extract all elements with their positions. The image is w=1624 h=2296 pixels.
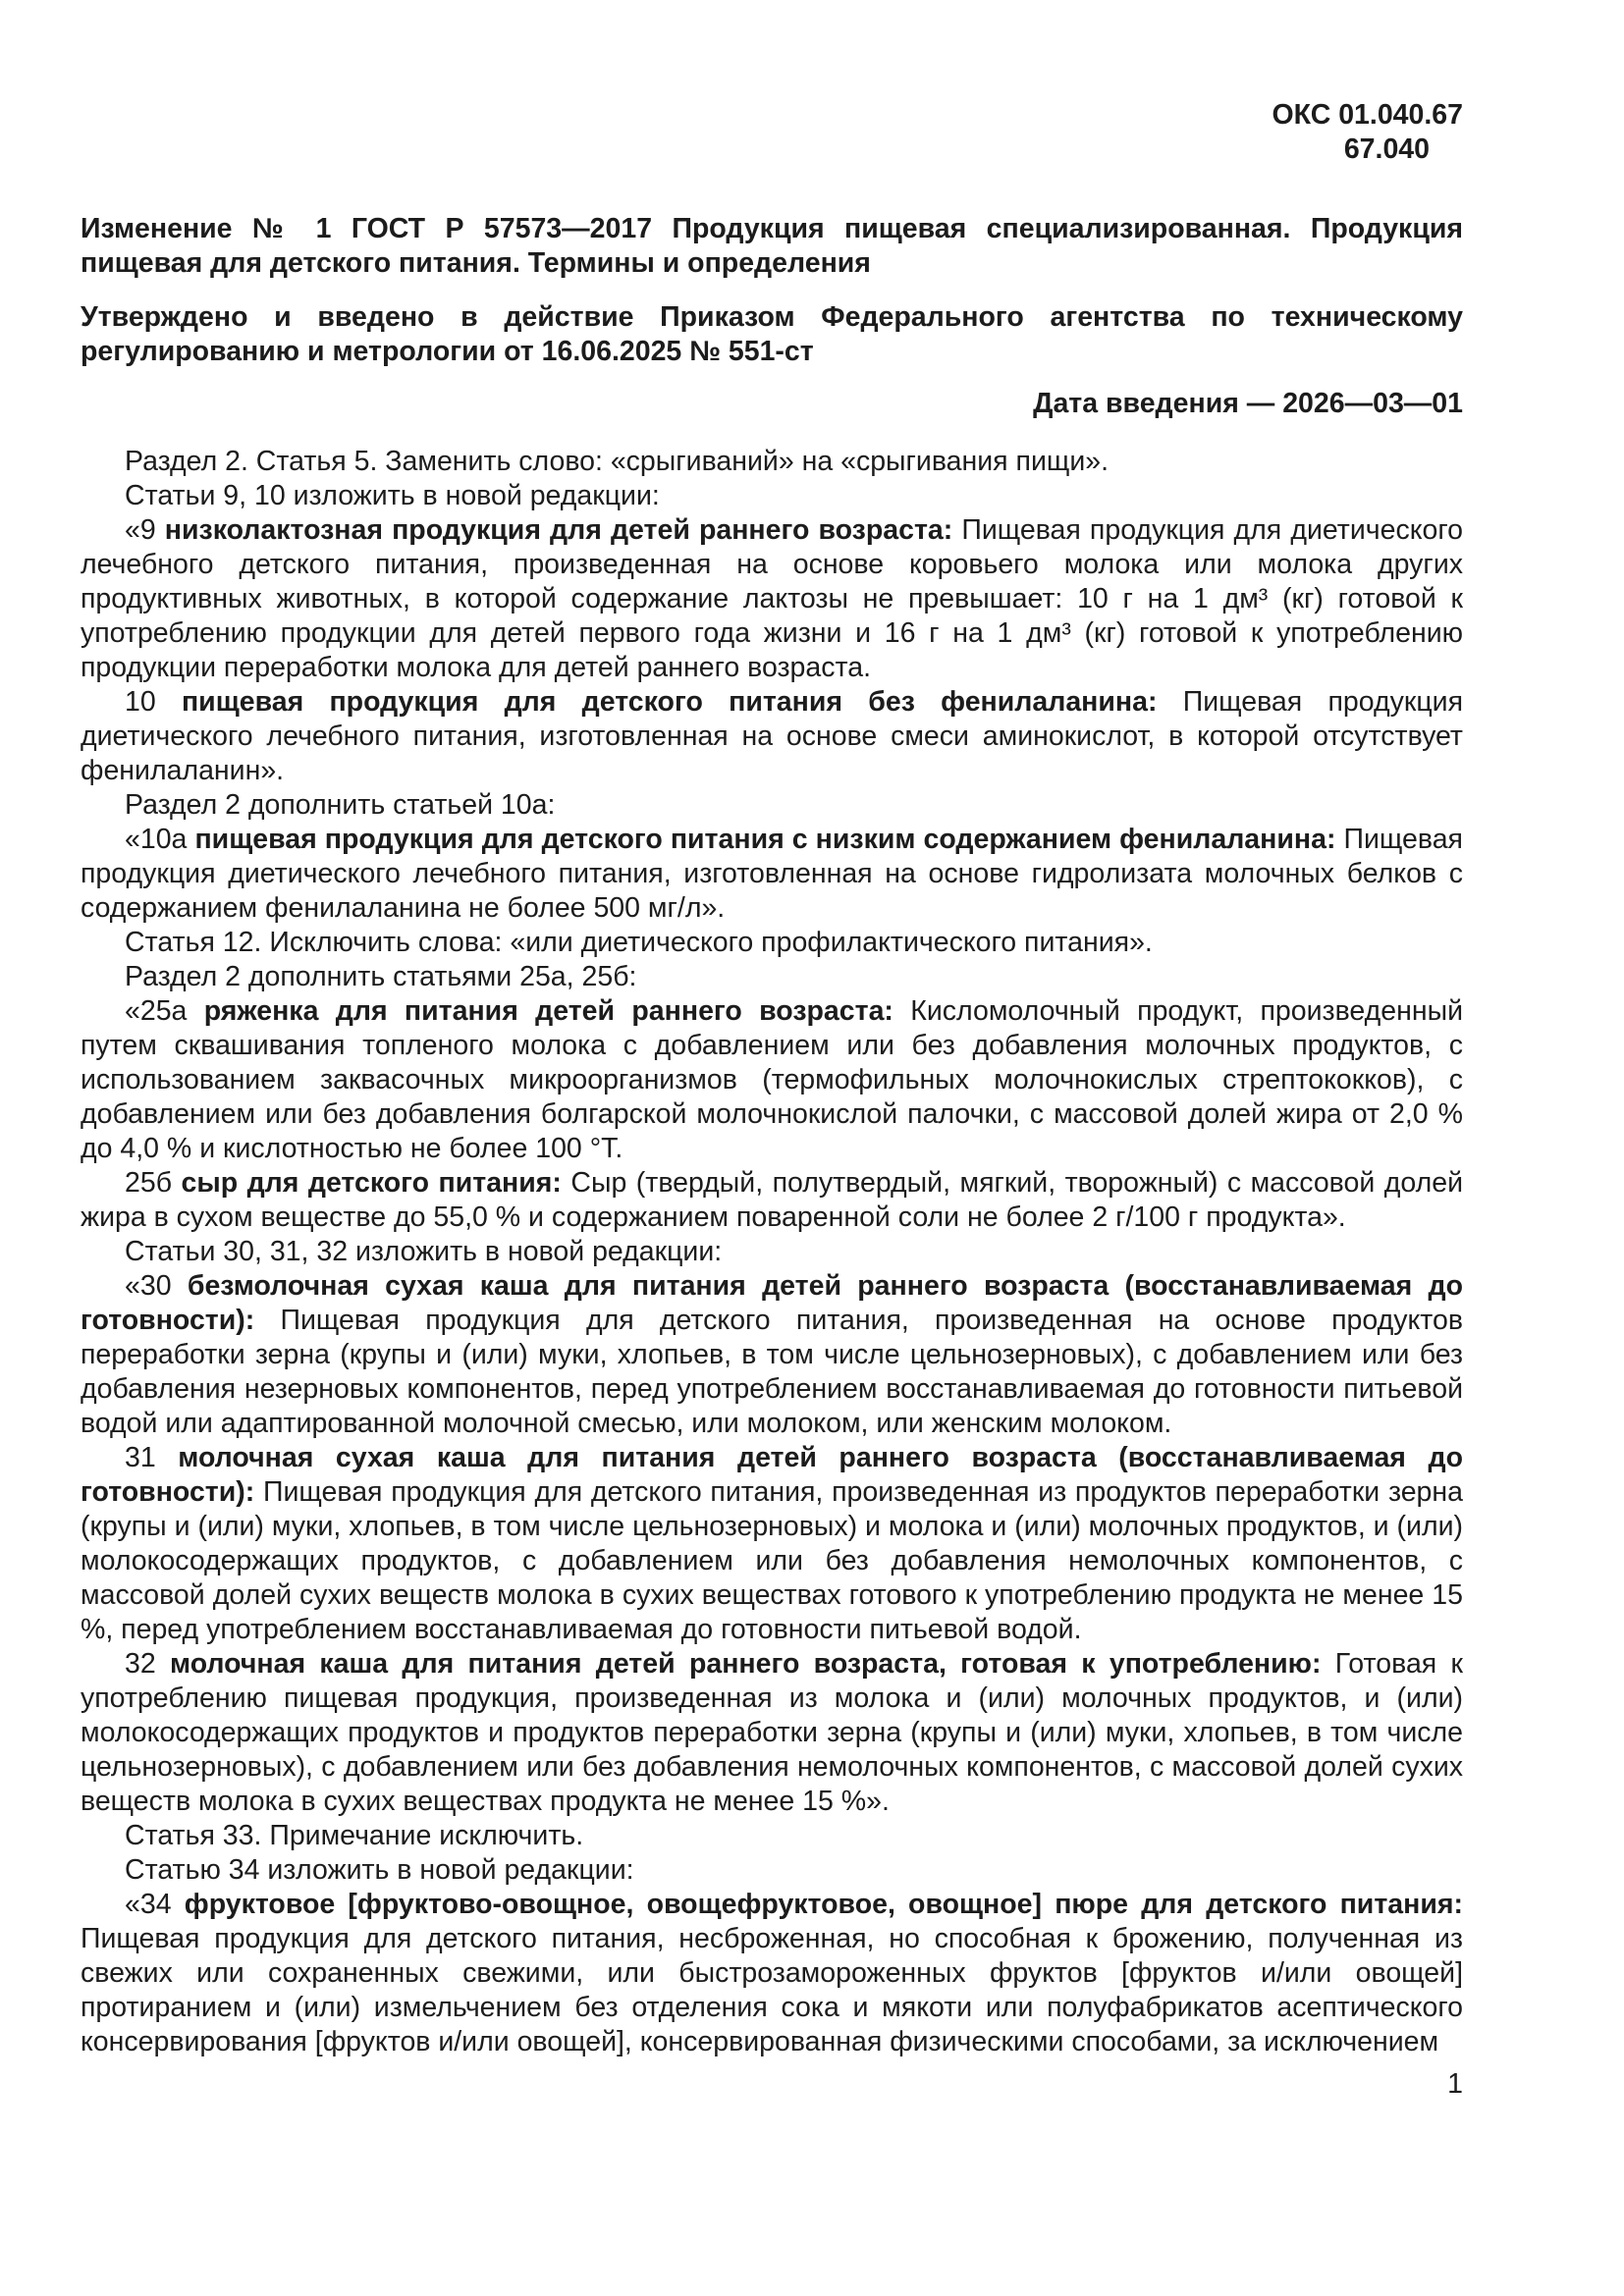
text-run: Раздел 2 дополнить статьей 10а: (125, 789, 556, 821)
text-run: Пищевая продукция для детского питания, несброженная, но способная к брожению, полученная из свежих или сохраненных свежими, или быстрозамороженных фруктов [фруктов и/или овощей] протиранием и (или) измельчением без отделения сока и мякоти или полуфабрикатов асептического консервирования [фруктов и/или овощей], консервированная физическими способами, за исключением (81, 1923, 1463, 2057)
defined-term: фруктовое [фруктово-овощное, овощефруктовое, овощное] пюре для детского питания: (184, 1889, 1463, 1920)
oks-code-line1: ОКС 01.040.67 (1272, 99, 1463, 131)
text-run: «34 (125, 1889, 185, 1920)
text-run: 32 (125, 1648, 171, 1680)
paragraph (81, 1647, 1463, 1819)
paragraph (81, 1269, 1463, 1441)
text-run: Пищевая продукция для детского питания, произведенная на основе продуктов переработки зерна (крупы и (или) муки, хлопьев, в том числе цельнозерновых), с добавлением или без добавления незерновых компонентов, перед употреблением восстанавливаемая до готовности питьевой водой или адаптированной молочной смесью, или молоком, или женским молоком. (81, 1305, 1463, 1439)
text-run: Статья 12. Исключить слова: «или диетического профилактического питания». (125, 927, 1153, 958)
text-run: Пищевая продукция диетического лечебного питания, изготовленная на основе смеси аминокислот, в которой отсутствует фенилаланин». (81, 686, 1463, 786)
defined-term: безмолочная сухая каша для питания детей раннего возраста (восстанавливаемая до готовности): (81, 1270, 1463, 1336)
text-run: 10 (125, 686, 182, 718)
text-run: Пищевая продукция диетического лечебного питания, изготовленная на основе гидролизата молочных белков с содержанием фенилаланина не более 500 мг/л». (81, 824, 1463, 924)
text-run: Сыр (твердый, полутвердый, мягкий, творожный) с массовой долей жира в сухом веществе до 55,0 % и содержанием поваренной соли не более 2 г/100 г продукта». (81, 1167, 1463, 1233)
document-body (81, 445, 1463, 2059)
text-run: Раздел 2. Статья 5. Заменить слово: «срыгиваний» на «срыгивания пищи». (125, 446, 1110, 477)
defined-term: молочная сухая каша для питания детей раннего возраста (восстанавливаемая до готовности): (81, 1442, 1463, 1508)
paragraph (81, 513, 1463, 685)
text-run: Кисломолочный продукт, произведенный путем сквашивания топленого молока с добавлением или без добавления молочных продуктов, с использованием заквасочных микроорганизмов (термофильных молочнокислых стрептококков), с добавлением или без добавления болгарской молочнокислой палочки, с массовой долей жира от 2,0 % до 4,0 % и кислотностью не более 100 °Т. (81, 995, 1463, 1164)
paragraph (81, 685, 1463, 788)
paragraph (81, 479, 1463, 513)
text-run: Пищевая продукция для диетического лечебного детского питания, произведенная на основе коровьего молока или молока других продуктивных животных, в которой содержание лактозы не превышает: 10 г на 1 дм³ (кг) готовой к употреблению продукции для детей первого года жизни и 16 г на 1 дм³ (кг) готовой к употреблению продукции переработки молока для детей раннего возраста. (81, 514, 1463, 683)
paragraph (81, 1853, 1463, 1888)
effective-date: Дата введения — 2026—03—01 (1033, 388, 1463, 419)
paragraph (81, 1166, 1463, 1235)
paragraph (81, 445, 1463, 479)
defined-term: сыр для детского питания: (181, 1167, 562, 1199)
text-run: «25а (125, 995, 204, 1027)
paragraph (81, 788, 1463, 823)
text-run: «9 (125, 514, 165, 546)
text-run: Статьи 30, 31, 32 изложить в новой редакции: (125, 1236, 723, 1267)
document-content (81, 98, 1463, 2102)
oks-code-line2: 67.040 (1343, 133, 1430, 165)
text-run: Раздел 2 дополнить статьями 25а, 25б: (125, 961, 637, 992)
text-run: «30 (125, 1270, 188, 1302)
defined-term: пищевая продукция для детского питания с низким содержанием фенилаланина: (194, 824, 1336, 855)
paragraph (81, 1441, 1463, 1647)
text-run: Статья 33. Примечание исключить. (125, 1820, 584, 1851)
document-title: Изменение № 1 ГОСТ Р 57573—2017 Продукция пищевая специализированная. Продукция пищевая для детского питания. Термины и определения (81, 213, 1463, 279)
defined-term: ряженка для питания детей раннего возраста: (203, 995, 893, 1027)
oks-classification-block (81, 98, 1463, 167)
paragraph (81, 1819, 1463, 1853)
text-run: Статью 34 изложить в новой редакции: (125, 1854, 634, 1886)
defined-term: пищевая продукция для детского питания без фенилаланина: (181, 686, 1158, 718)
paragraph (81, 1235, 1463, 1269)
paragraph (81, 994, 1463, 1166)
defined-term: молочная каша для питания детей раннего возраста, готовая к употреблению: (170, 1648, 1322, 1680)
paragraph (81, 926, 1463, 960)
text-run: Статьи 9, 10 изложить в новой редакции: (125, 480, 660, 511)
paragraph (81, 1888, 1463, 2059)
approval-statement: Утверждено и введено в действие Приказом Федерального агентства по техническому регулированию и метрологии от 16.06.2025 № 551-ст (81, 301, 1463, 367)
page-number: 1 (1447, 2068, 1463, 2100)
text-run: Пищевая продукция для детского питания, произведенная из продуктов переработки зерна (крупы и (или) муки, хлопьев, в том числе цельнозерновых) и молока и (или) молочных продуктов, и (или) молокосодержащих продуктов, с добавлением или без добавления немолочных компонентов, с массовой долей сухих веществ молока в сухих веществах готового к употреблению продукта не менее 15 %, перед употреблением восстанавливаемая до готовности питьевой водой. (81, 1476, 1463, 1645)
defined-term: низколактозная продукция для детей раннего возраста: (164, 514, 953, 546)
text-run: Готовая к употреблению пищевая продукция, произведенная из молока и (или) молочных продуктов, и (или) молокосодержащих продуктов и продуктов переработки зерна (крупы и (или) муки, хлопьев, в том числе цельнозерновых), с добавлением или без добавления немолочных компонентов, с массовой долей сухих веществ молока в сухих веществах продукта не менее 15 %». (81, 1648, 1463, 1817)
paragraph (81, 823, 1463, 926)
text-run: 25б (125, 1167, 182, 1199)
text-run: 31 (125, 1442, 179, 1473)
text-run: «10а (125, 824, 195, 855)
paragraph (81, 960, 1463, 994)
